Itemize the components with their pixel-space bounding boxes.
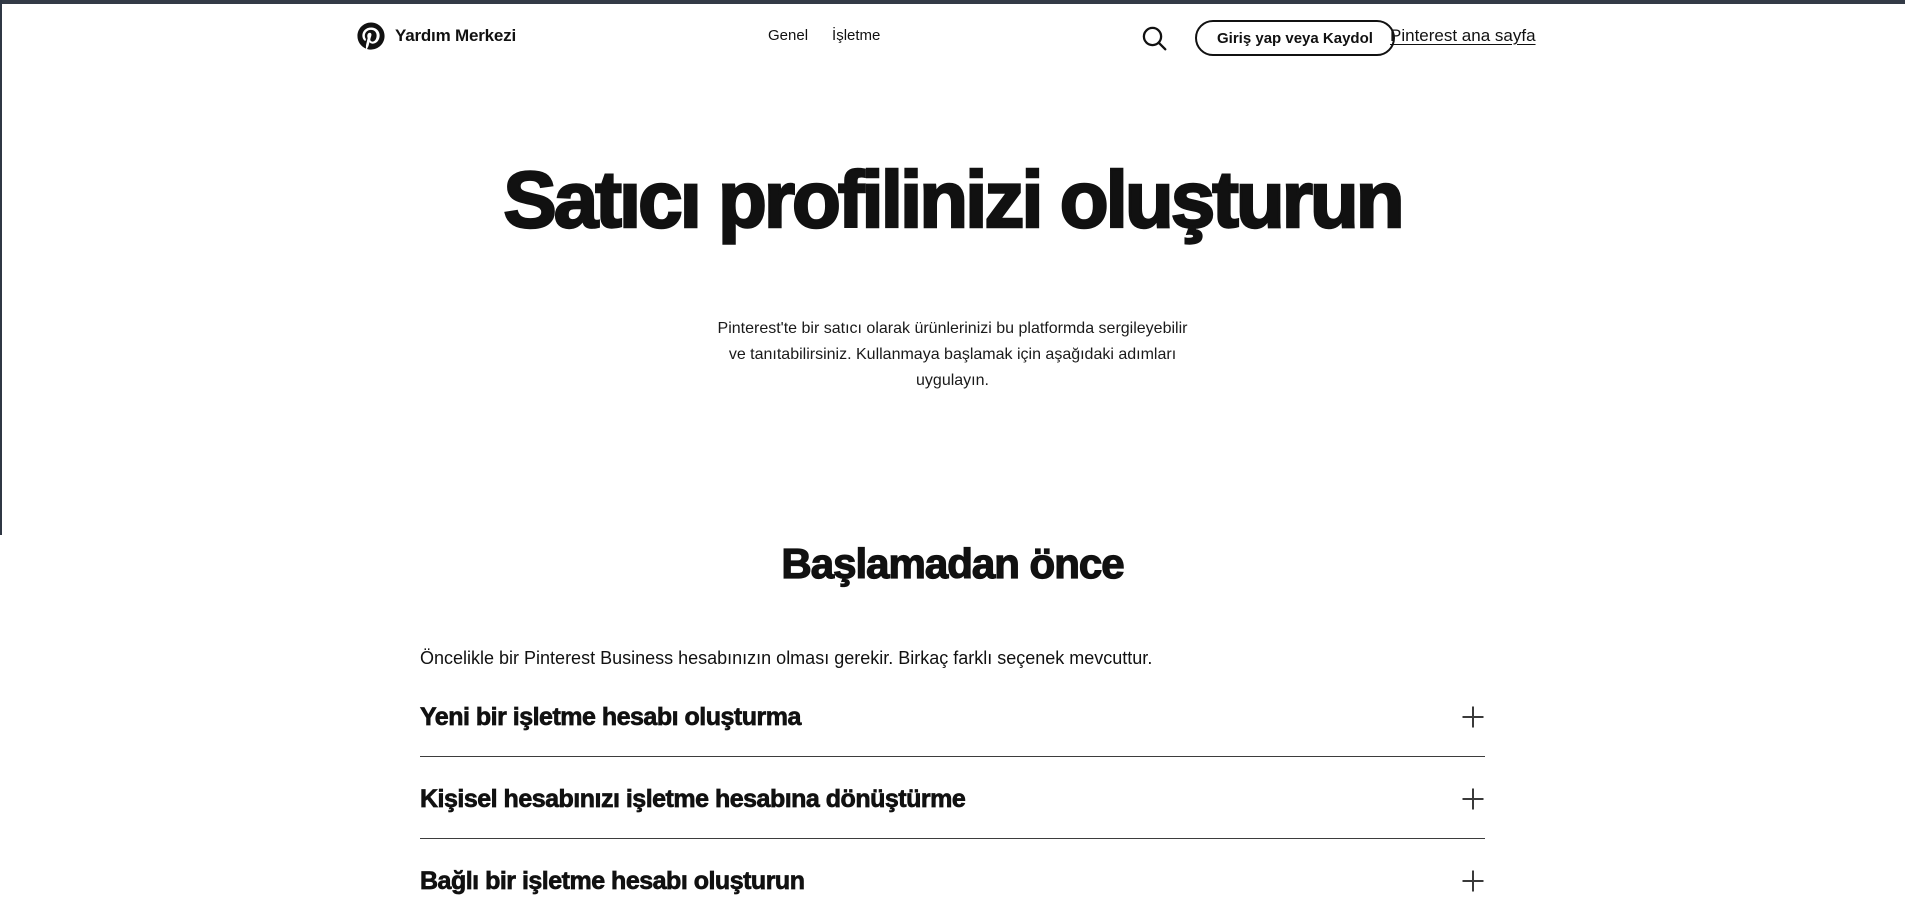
accordion-title: Bağlı bir işletme hesabı oluşturun [420,866,805,895]
nav-item-genel[interactable]: Genel [768,27,809,44]
plus-icon[interactable] [1461,869,1485,893]
accordion-title: Kişisel hesabınızı işletme hesabına dönüştürme [420,784,966,813]
accordion-title: Yeni bir işletme hesabı oluşturma [420,702,801,731]
page-subtitle: Pinterest'te bir satıcı olarak ürünlerinizi bu platformda sergileyebilir ve tanıtabilirsiniz. Kullanmaya başlamak için aşağıdaki adımları uygulayın. [717,320,1188,389]
page-title: Satıcı profilinizi oluşturun [503,155,1402,244]
brand-title: Yardım Merkezi [395,26,516,45]
nav-item-isletme[interactable]: İşletme [832,27,881,44]
section-heading: Başlamadan önce [781,539,1124,587]
window-top-edge [0,0,1905,4]
window-left-edge [0,0,2,535]
main-content [420,156,1485,920]
accordion-list [420,675,1485,920]
accordion-convert-personal-account[interactable] [420,757,1485,839]
accordion-linked-business-account[interactable] [420,839,1485,920]
plus-icon[interactable] [1461,705,1485,729]
brand[interactable] [357,22,516,50]
search-icon[interactable] [1141,25,1168,52]
pinterest-logo-icon [357,22,385,50]
login-signup-button[interactable]: Giriş yap veya Kaydol [1195,20,1395,56]
accordion-new-business-account[interactable] [420,675,1485,757]
site-header [0,0,1905,72]
pinterest-home-link[interactable]: Pinterest ana sayfa [1390,26,1536,45]
plus-icon[interactable] [1461,787,1485,811]
main-nav [768,27,880,44]
section-intro: Öncelikle bir Pinterest Business hesabınızın olması gerekir. Birkaç farklı seçenek mevcuttur. [420,647,1153,668]
